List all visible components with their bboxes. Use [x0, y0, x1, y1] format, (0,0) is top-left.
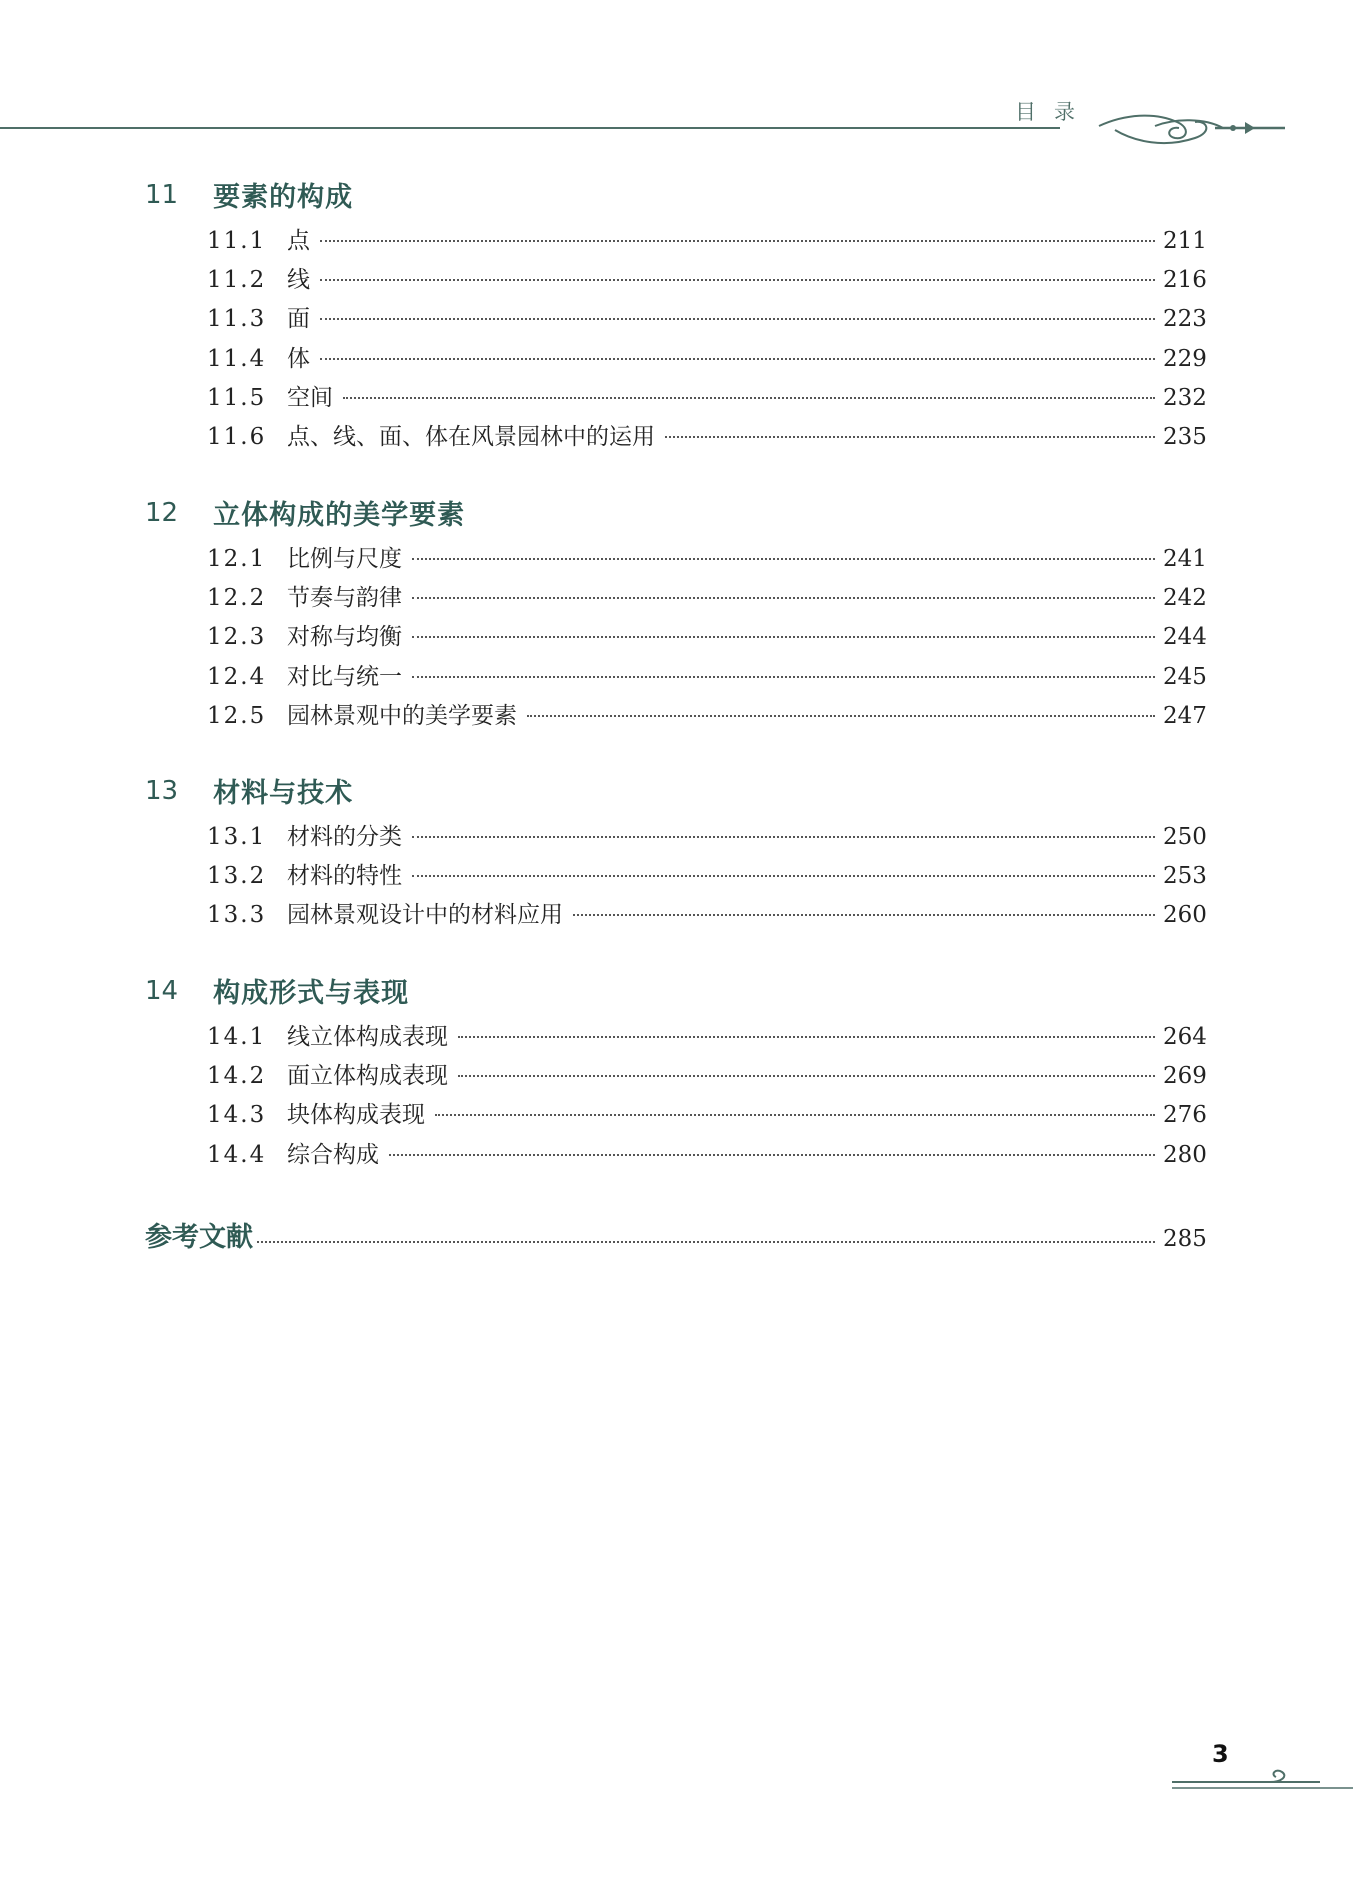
- dot-leader: [573, 914, 1155, 916]
- chapter-title: 立体构成的美学要素: [213, 500, 466, 531]
- section-title: 园林景观中的美学要素: [287, 703, 517, 729]
- section-number: 12.3: [207, 624, 267, 650]
- dot-leader: [412, 875, 1155, 877]
- page-number: 250: [1163, 824, 1207, 850]
- page-number: 223: [1163, 306, 1207, 332]
- flourish-ornament-icon: [1095, 108, 1295, 152]
- section-number: 11.1: [207, 228, 267, 254]
- page-number: 276: [1163, 1102, 1207, 1128]
- section-number: 14.1: [207, 1024, 267, 1050]
- references-title: 参考文献: [145, 1222, 253, 1253]
- page-number: 260: [1163, 902, 1207, 928]
- page-number: 232: [1163, 385, 1207, 411]
- dot-leader: [320, 279, 1155, 281]
- toc-entry[interactable]: [207, 540, 1205, 572]
- section-title: 比例与尺度: [287, 546, 402, 572]
- dot-leader: [665, 436, 1155, 438]
- page-number: 244: [1163, 624, 1207, 650]
- section-title: 园林景观设计中的材料应用: [287, 902, 563, 928]
- chapter-heading[interactable]: [145, 175, 353, 215]
- section-number: 11.6: [207, 424, 267, 450]
- section-title: 面: [287, 306, 310, 332]
- toc-entry[interactable]: [207, 418, 1205, 450]
- dot-leader: [320, 358, 1155, 360]
- section-title: 综合构成: [287, 1142, 379, 1168]
- dot-leader: [458, 1075, 1155, 1077]
- page-number: 285: [1163, 1226, 1207, 1252]
- dot-leader: [412, 597, 1155, 599]
- chapter-heading[interactable]: [145, 771, 353, 811]
- chapter-title: 材料与技术: [213, 778, 354, 809]
- section-title: 块体构成表现: [287, 1102, 425, 1128]
- toc-entry[interactable]: [207, 340, 1205, 372]
- chapter-number: 12: [145, 497, 179, 528]
- section-number: 12.4: [207, 664, 267, 690]
- section-number: 11.3: [207, 306, 267, 332]
- toc-entry[interactable]: [207, 1057, 1205, 1089]
- references-entry[interactable]: [145, 1215, 1205, 1255]
- toc-entry[interactable]: [207, 1096, 1205, 1128]
- toc-entry[interactable]: [207, 896, 1205, 928]
- toc-entry[interactable]: [207, 261, 1205, 293]
- section-number: 13.1: [207, 824, 267, 850]
- dot-leader: [412, 636, 1155, 638]
- section-number: 11.4: [207, 346, 267, 372]
- page-number: 245: [1163, 664, 1207, 690]
- header-rule: [0, 127, 1060, 129]
- page-number: 235: [1163, 424, 1207, 450]
- section-title: 线立体构成表现: [287, 1024, 448, 1050]
- section-number: 12.2: [207, 585, 267, 611]
- page-number: 253: [1163, 863, 1207, 889]
- chapter-heading[interactable]: [145, 493, 465, 533]
- section-number: 14.2: [207, 1063, 267, 1089]
- section-number: 13.3: [207, 902, 267, 928]
- toc-entry[interactable]: [207, 818, 1205, 850]
- toc-entry[interactable]: [207, 857, 1205, 889]
- section-title: 线: [287, 267, 310, 293]
- section-title: 体: [287, 346, 310, 372]
- section-title: 材料的分类: [287, 824, 402, 850]
- chapter-title: 要素的构成: [213, 182, 354, 213]
- dot-leader: [412, 836, 1155, 838]
- page-number: 247: [1163, 703, 1207, 729]
- dot-leader: [257, 1241, 1155, 1243]
- section-number: 13.2: [207, 863, 267, 889]
- chapter-number: 14: [145, 975, 179, 1006]
- page-number: 216: [1163, 267, 1207, 293]
- toc-entry[interactable]: [207, 658, 1205, 690]
- dot-leader: [412, 558, 1155, 560]
- chapter-number: 13: [145, 775, 179, 806]
- dot-leader: [435, 1114, 1155, 1116]
- folio-page-number: 3: [1212, 1740, 1229, 1768]
- footer-flourish-icon: [1170, 1760, 1355, 1800]
- section-title: 点、线、面、体在风景园林中的运用: [287, 424, 655, 450]
- toc-entry[interactable]: [207, 618, 1205, 650]
- section-title: 点: [287, 228, 310, 254]
- section-title: 节奏与韵律: [287, 585, 402, 611]
- dot-leader: [320, 318, 1155, 320]
- toc-entry[interactable]: [207, 579, 1205, 611]
- page-number: 280: [1163, 1142, 1207, 1168]
- toc-entry[interactable]: [207, 300, 1205, 332]
- toc-entry[interactable]: [207, 1136, 1205, 1168]
- section-number: 12.5: [207, 703, 267, 729]
- dot-leader: [320, 240, 1155, 242]
- dot-leader: [458, 1036, 1155, 1038]
- section-number: 14.4: [207, 1142, 267, 1168]
- section-number: 11.2: [207, 267, 267, 293]
- toc-entry[interactable]: [207, 697, 1205, 729]
- section-title: 材料的特性: [287, 863, 402, 889]
- toc-entry[interactable]: [207, 379, 1205, 411]
- chapter-heading[interactable]: [145, 971, 409, 1011]
- section-number: 12.1: [207, 546, 267, 572]
- page-number: 269: [1163, 1063, 1207, 1089]
- dot-leader: [389, 1154, 1155, 1156]
- toc-entry[interactable]: [207, 222, 1205, 254]
- page-number: 264: [1163, 1024, 1207, 1050]
- page-number: 211: [1163, 228, 1207, 254]
- toc-entry[interactable]: [207, 1018, 1205, 1050]
- dot-leader: [527, 715, 1155, 717]
- dot-leader: [343, 397, 1155, 399]
- section-title: 空间: [287, 385, 333, 411]
- page-number: 242: [1163, 585, 1207, 611]
- page-number: 229: [1163, 346, 1207, 372]
- section-number: 11.5: [207, 385, 267, 411]
- section-title: 对称与均衡: [287, 624, 402, 650]
- chapter-title: 构成形式与表现: [213, 978, 410, 1009]
- section-title: 对比与统一: [287, 664, 402, 690]
- dot-leader: [412, 676, 1155, 678]
- section-title: 面立体构成表现: [287, 1063, 448, 1089]
- section-number: 14.3: [207, 1102, 267, 1128]
- page-number: 241: [1163, 546, 1207, 572]
- running-header-title: 目录: [1015, 100, 1093, 124]
- chapter-number: 11: [145, 179, 179, 210]
